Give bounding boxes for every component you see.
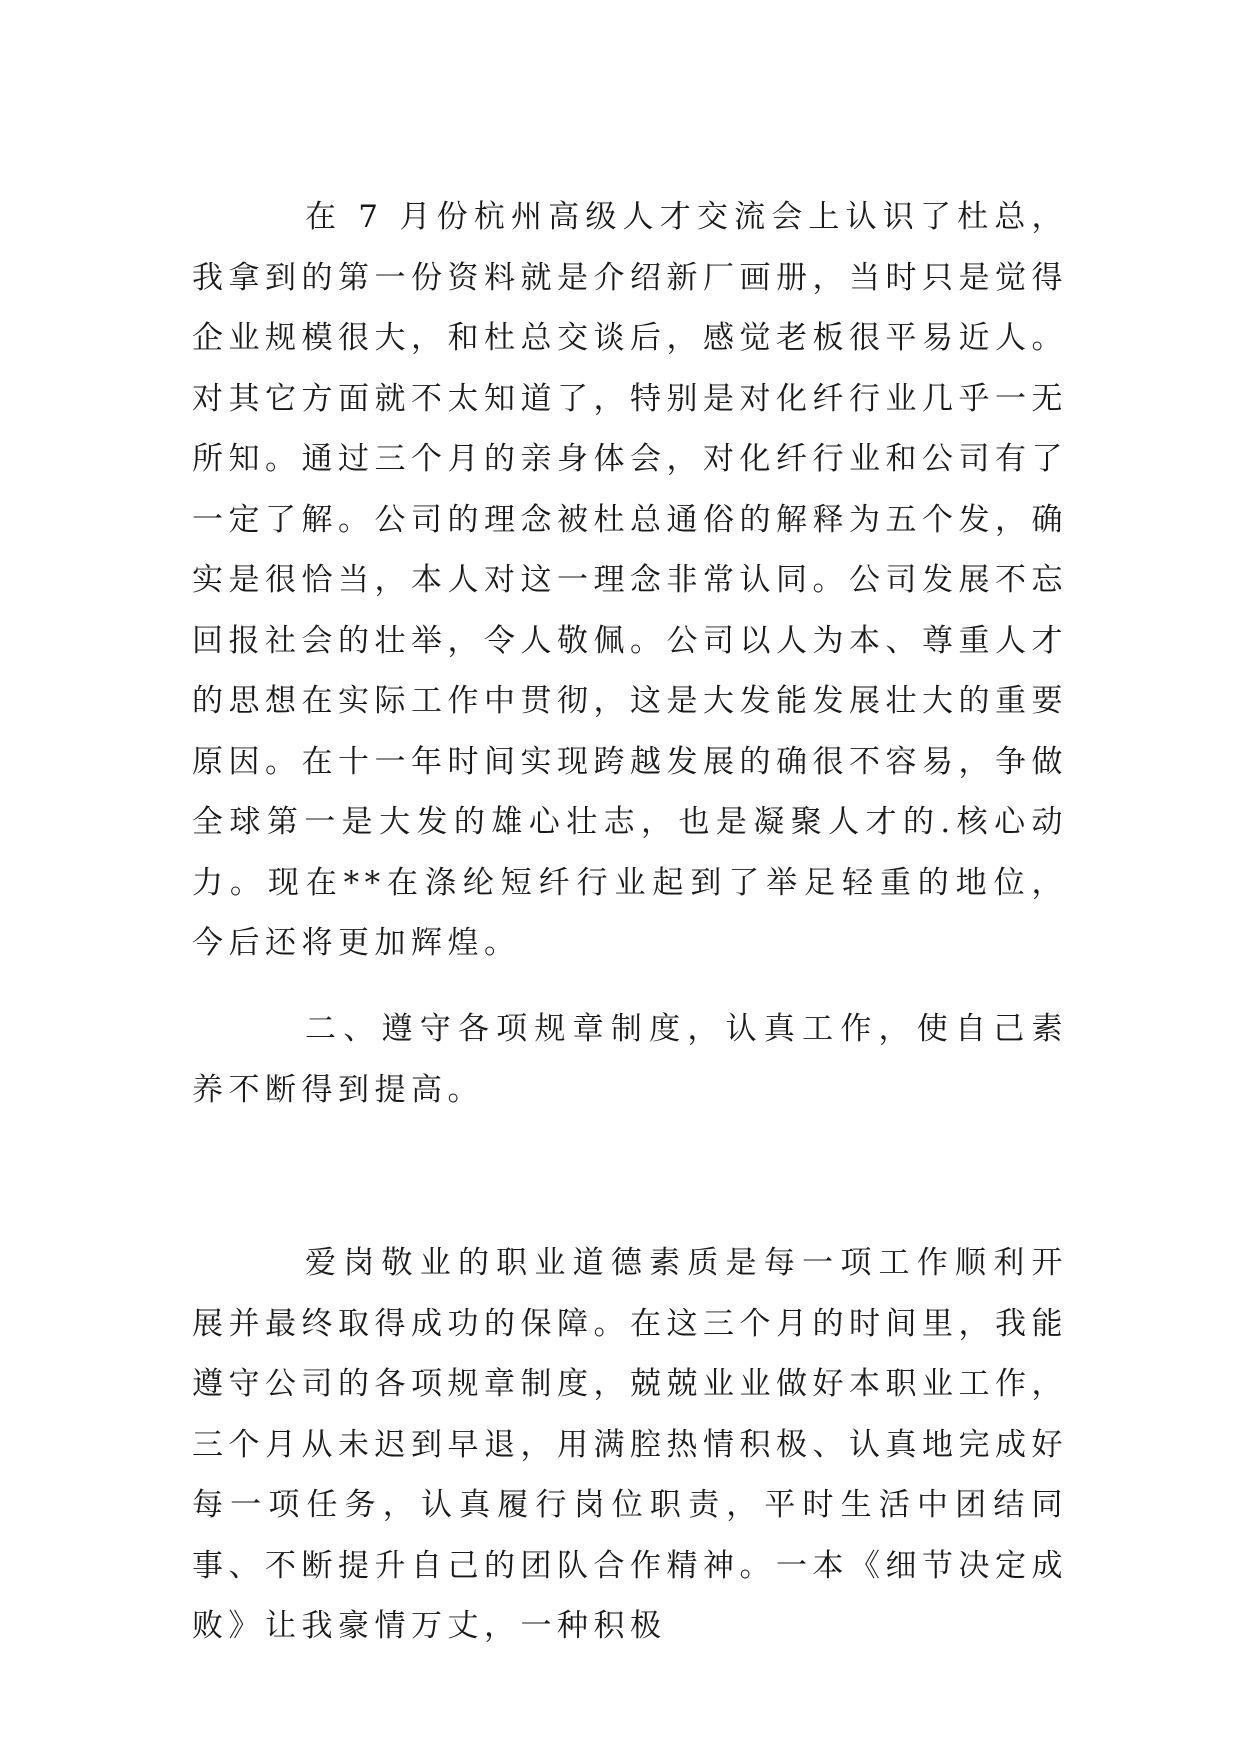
body-paragraph: 爱岗敬业的职业道德素质是每一项工作顺利开展并最终取得成功的保障。在这三个月的时间里，我能遵守公司的各项规章制度，兢兢业业做好本职业工作，三个月从未迟到早退，用满腔热情积极、认真地完成好每一项任务，认真履行岗位职责，平时生活中团结同事、不断提升自己的团队合作精神。一本《细节决定成败》让我豪情万丈，一种积极 (192, 1245, 1068, 1644)
body-paragraph: 在 7 月份杭州高级人才交流会上认识了杜总，我拿到的第一份资料就是介绍新厂画册，当时只是觉得企业规模很大，和杜总交谈后，感觉老板很平易近人。对其它方面就不太知道了，特别是对化纤行业几乎一无所知。通过三个月的亲身体会，对化纤行业和公司有了一定了解。公司的理念被杜总通俗的解释为五个发，确实是很恰当，本人对这一理念非常认同。公司发展不忘回报社会的壮举，令人敬佩。公司以人为本、尊重人才的思想在实际工作中贯彻，这是大发能发展壮大的重要原因。在十一年时间实现跨越发展的确很不容易，争做全球第一是大发的雄心壮志，也是凝聚人才的.核心动力。现在**在涤纶短纤行业起到了举足轻重的地位，今后还将更加辉煌。 (192, 199, 1068, 961)
section-heading: 二、遵守各项规章制度，认真工作，使自己素养不断得到提高。 (192, 1011, 1068, 1108)
